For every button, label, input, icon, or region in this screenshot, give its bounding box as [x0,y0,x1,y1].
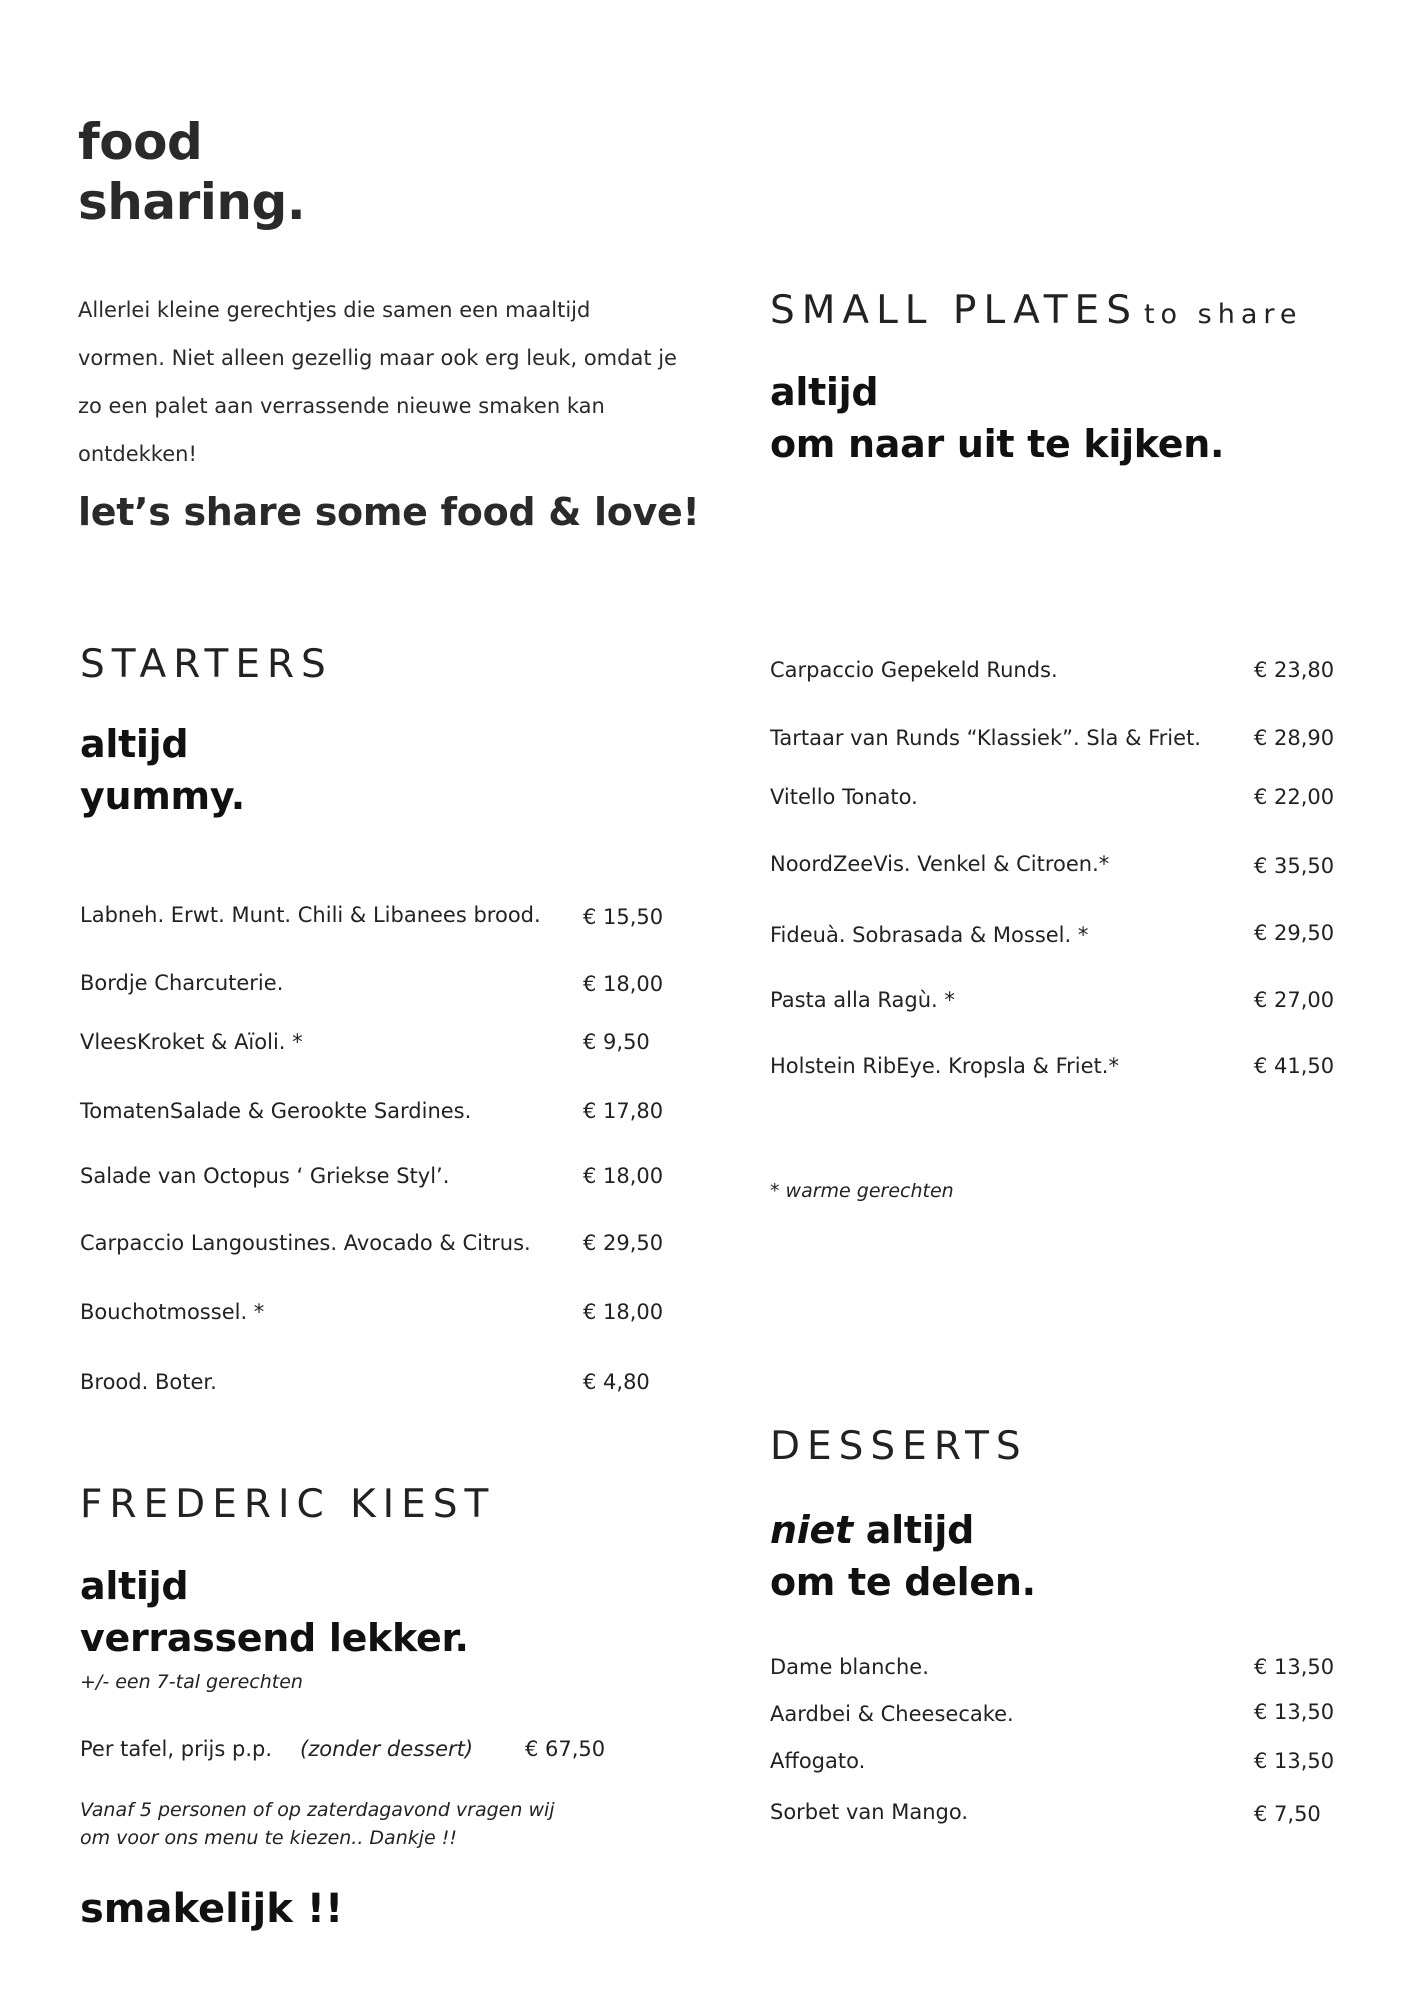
frederic-per-table: Per tafel, prijs p.p. [80,1737,273,1761]
desserts-item-price: € 13,50 [1254,1655,1335,1679]
frederic-per-table-note: (zonder dessert) [300,1737,474,1761]
small-plates-title [770,288,1302,333]
desserts-tagline-rest: altijd [852,1508,975,1552]
desserts-tagline-line-1 [770,1504,1036,1556]
desserts-item-price: € 13,50 [1254,1700,1335,1724]
desserts-item-name: Dame blanche. [770,1655,929,1679]
small-plates-item-price: € 28,90 [1254,726,1335,750]
starters-tagline [80,718,245,822]
desserts-tagline [770,1504,1036,1608]
small-plates-item-price: € 29,50 [1254,921,1335,945]
starters-item-price: € 18,00 [583,1164,664,1188]
desserts-tagline-emphasis: niet [770,1508,853,1552]
small-plates-item-name: Fideuà. Sobrasada & Mossel. * [770,923,1089,947]
starters-item-name: VleesKroket & Aïoli. * [80,1030,303,1054]
brand-title [78,112,305,232]
small-plates-item-name: Holstein RibEye. Kropsla & Friet.* [770,1054,1119,1078]
starters-item-name: Salade van Octopus ‘ Griekse Styl’. [80,1164,450,1188]
starters-item-name: Carpaccio Langoustines. Avocado & Citrus. [80,1231,531,1255]
small-plates-item-name: Tartaar van Runds “Klassiek”. Sla & Friet. [770,726,1201,750]
brand-line-2: sharing. [78,173,306,231]
starters-item-price: € 9,50 [583,1030,650,1054]
small-plates-title-sub: to share [1143,299,1303,330]
desserts-tagline-line-2: om te delen. [770,1560,1036,1604]
closing-text: smakelijk !! [80,1886,344,1932]
starters-item-name: Bordje Charcuterie. [80,971,284,995]
frederic-tagline-line-2: verrassend lekker. [80,1616,469,1660]
intro-motto: let’s share some food & love! [78,490,700,534]
starters-item-price: € 18,00 [583,1300,664,1324]
small-plates-tagline-line-2: om naar uit te kijken. [770,422,1225,466]
starters-item-price: € 18,00 [583,972,664,996]
desserts-title: DESSERTS [770,1424,1028,1469]
small-plates-item-price: € 22,00 [1254,785,1335,809]
small-plates-footnote: * warme gerechten [770,1180,954,1202]
starters-title: STARTERS [80,642,333,687]
desserts-item-price: € 13,50 [1254,1749,1335,1773]
frederic-tagline [80,1560,469,1664]
desserts-item-name: Affogato. [770,1749,866,1773]
frederic-price: € 67,50 [525,1737,606,1761]
starters-item-name: TomatenSalade & Gerookte Sardines. [80,1099,472,1123]
small-plates-tagline-line-1: altijd [770,370,879,414]
small-plates-item-name: Vitello Tonato. [770,785,918,809]
frederic-notice-line-2: om voor ons menu te kiezen.. Dankje !! [80,1827,457,1849]
small-plates-item-price: € 23,80 [1254,658,1335,682]
small-plates-item-name: Pasta alla Ragù. * [770,988,955,1012]
desserts-item-name: Sorbet van Mango. [770,1800,969,1824]
starters-tagline-line-2: yummy. [80,774,245,818]
starters-tagline-line-1: altijd [80,722,189,766]
frederic-title: FREDERIC KIEST [80,1482,496,1527]
frederic-count-note: +/- een 7-tal gerechten [80,1671,303,1693]
starters-item-price: € 29,50 [583,1231,664,1255]
starters-item-name: Bouchotmossel. * [80,1300,265,1324]
small-plates-title-main: SMALL PLATES [770,288,1138,333]
starters-item-name: Brood. Boter. [80,1370,217,1394]
frederic-notice-line-1: Vanaf 5 personen of op zaterdagavond vragen wij [80,1799,555,1821]
desserts-item-price: € 7,50 [1254,1802,1321,1826]
small-plates-item-price: € 27,00 [1254,988,1335,1012]
starters-item-name: Labneh. Erwt. Munt. Chili & Libanees brood. [80,903,541,927]
small-plates-item-price: € 35,50 [1254,854,1335,878]
starters-item-price: € 17,80 [583,1099,664,1123]
brand-line-1: food [78,113,203,171]
small-plates-tagline [770,366,1224,470]
desserts-item-name: Aardbei & Cheesecake. [770,1702,1014,1726]
starters-item-price: € 4,80 [583,1370,650,1394]
starters-item-price: € 15,50 [583,905,664,929]
intro-text: Allerlei kleine gerechtjes die samen een maaltijd vormen. Niet alleen gezellig maar ook erg leuk, omdat je zo een palet aan verrassende nieuwe smaken kan ontdekken! [78,298,677,466]
frederic-tagline-line-1: altijd [80,1564,189,1608]
small-plates-item-name: Carpaccio Gepekeld Runds. [770,658,1058,682]
small-plates-item-price: € 41,50 [1254,1054,1335,1078]
small-plates-item-name: NoordZeeVis. Venkel & Citroen.* [770,852,1110,876]
